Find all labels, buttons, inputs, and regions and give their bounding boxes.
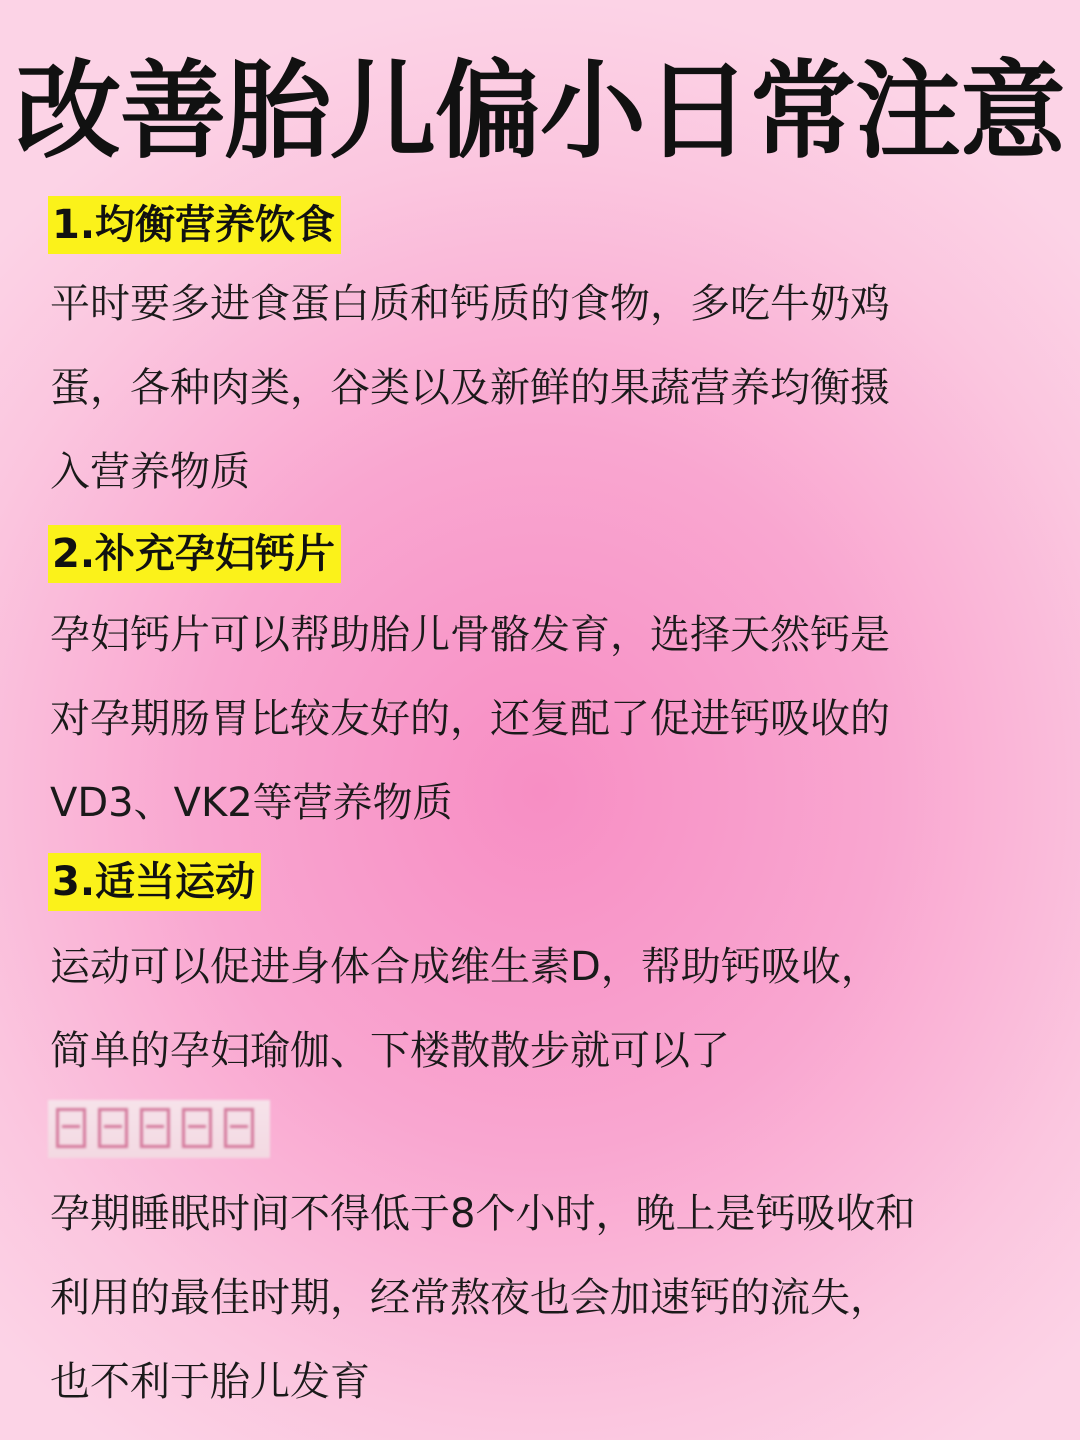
- text-line: 也不利于胎儿发育: [50, 1359, 370, 1405]
- text-line: 蛋，各种肉类，谷类以及新鲜的果蔬营养均衡摄: [50, 365, 890, 411]
- text-line: 孕妇钙片可以帮助胎儿骨骼发育，选择天然钙是: [50, 612, 890, 658]
- section-heading-3: 3.适当运动: [48, 853, 261, 911]
- text-line: 入营养物质: [50, 449, 250, 495]
- blurred-heading-4: [48, 1100, 270, 1158]
- blurred-glyph: [224, 1108, 254, 1148]
- blurred-glyph: [56, 1108, 86, 1148]
- text-line: 平时要多进食蛋白质和钙质的食物，多吃牛奶鸡: [50, 281, 890, 327]
- section-text-4: [50, 1172, 1030, 1424]
- section-text-3: [50, 925, 1030, 1093]
- section-heading-1: 1.均衡营养饮食: [48, 196, 341, 254]
- text-line: VD3、VK2等营养物质: [50, 780, 453, 826]
- page-title: 改善胎儿偏小日常注意: [15, 50, 1065, 173]
- section-heading-2: 2.补充孕妇钙片: [48, 525, 341, 583]
- blurred-glyph: [98, 1108, 128, 1148]
- blurred-glyph: [140, 1108, 170, 1148]
- text-line: 运动可以促进身体合成维生素D，帮助钙吸收，: [50, 944, 881, 990]
- section-text-1: [50, 262, 1030, 514]
- section-text-2: [50, 593, 1030, 845]
- text-line: 简单的孕妇瑜伽、下楼散散步就可以了: [50, 1028, 730, 1074]
- text-line: 利用的最佳时期，经常熬夜也会加速钙的流失，: [50, 1275, 890, 1321]
- text-line: 对孕期肠胃比较友好的，还复配了促进钙吸收的: [50, 696, 890, 742]
- text-line: 孕期睡眠时间不得低于8个小时，晚上是钙吸收和: [50, 1191, 916, 1237]
- blurred-glyph: [182, 1108, 212, 1148]
